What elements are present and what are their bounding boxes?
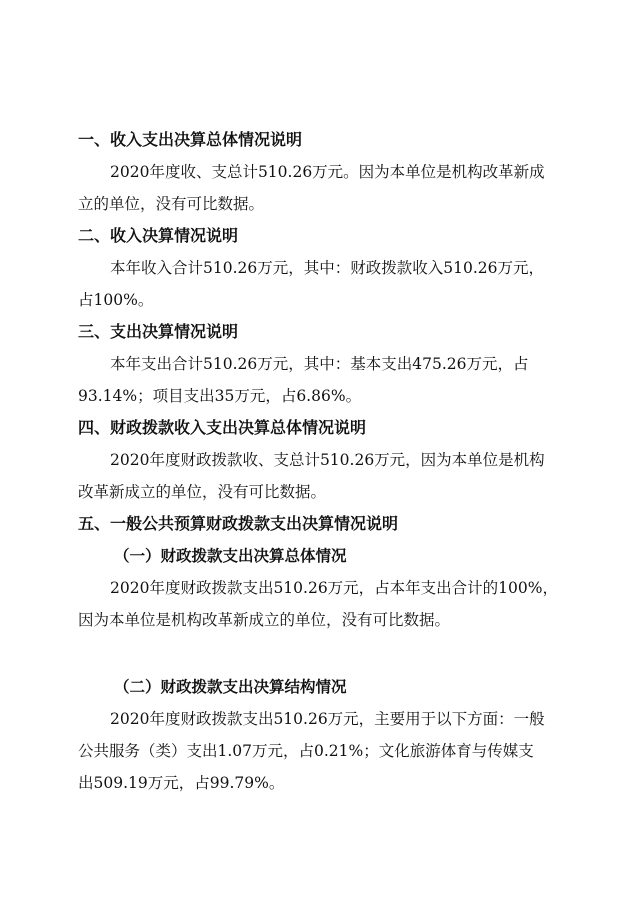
section-3-heading: 三、支出决算情况说明 bbox=[78, 322, 239, 341]
section-4-text-line-1: 2020年度财政拨款收、支总计510.26万元，因为本单位是机构 bbox=[110, 451, 545, 469]
section-2-heading: 二、收入决算情况说明 bbox=[78, 226, 239, 245]
section-2-text-line-2: 占100%。 bbox=[78, 291, 154, 309]
section-1-text-line-1: 2020年度收、支总计510.26万元。因为本单位是机构改革新成 bbox=[110, 163, 545, 181]
section-3-text-line-2: 93.14%；项目支出35万元，占6.86%。 bbox=[78, 387, 362, 405]
section-5-heading: 五、一般公共预算财政拨款支出决算情况说明 bbox=[78, 514, 399, 533]
section-2-text-line-1: 本年收入合计510.26万元，其中：财政拨款收入510.26万元， bbox=[110, 259, 544, 277]
section-4-heading: 四、财政拨款收入支出决算总体情况说明 bbox=[78, 418, 367, 437]
section-3-text-line-1: 本年支出合计510.26万元，其中：基本支出475.26万元，占 bbox=[110, 355, 529, 373]
section-1-heading: 一、收入支出决算总体情况说明 bbox=[78, 130, 303, 149]
section-5-sub-1-text-line-1: 2020年度财政拨款支出510.26万元，占本年支出合计的100%， bbox=[110, 579, 558, 597]
section-5-sub-2-text-line-1: 2020年度财政拨款支出510.26万元，主要用于以下方面：一般 bbox=[110, 710, 545, 728]
section-5-sub-1-text-line-2: 因为本单位是机构改革新成立的单位，没有可比数据。 bbox=[78, 611, 451, 629]
section-5-sub-1-heading: （一）财政拨款支出决算总体情况 bbox=[114, 547, 347, 565]
section-1-text-line-2: 立的单位，没有可比数据。 bbox=[78, 195, 265, 213]
section-5-sub-2-heading: （二）财政拨款支出决算结构情况 bbox=[114, 678, 347, 696]
section-4-text-line-2: 改革新成立的单位，没有可比数据。 bbox=[78, 483, 327, 501]
section-5-sub-2-text-line-2: 公共服务（类）支出1.07万元，占0.21%；文化旅游体育与传媒支 bbox=[78, 742, 534, 760]
section-5-sub-2-text-line-3: 出509.19万元，占99.79%。 bbox=[78, 774, 285, 792]
